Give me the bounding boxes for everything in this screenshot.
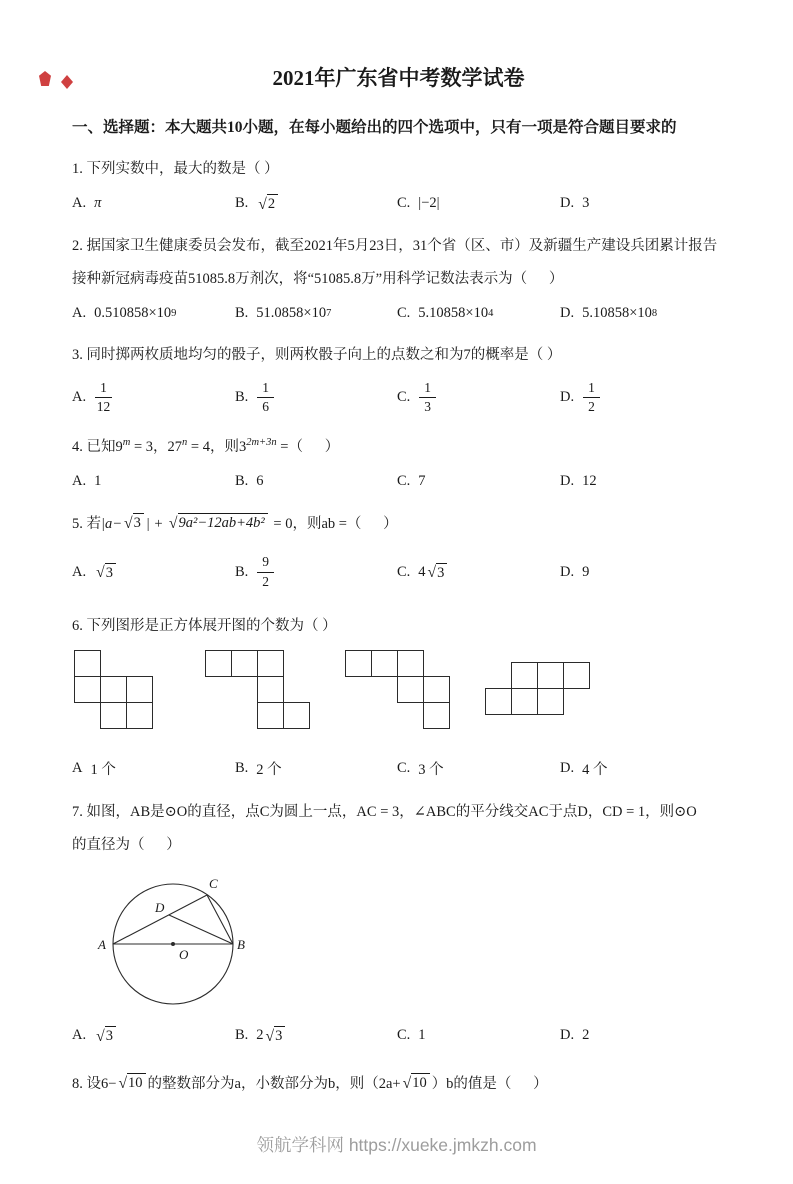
- question-7-options: [72, 1024, 725, 1048]
- option-C: [397, 758, 560, 779]
- option-label: D.: [560, 195, 575, 212]
- question-6-stem: 6. 下列图形是正方体展开图的个数为（ ）: [72, 617, 337, 634]
- radicand: √ 9a²−12ab+4b²: [178, 513, 268, 532]
- option-D: [560, 758, 725, 779]
- radicand: √ 10: [411, 1073, 430, 1092]
- option-D: [560, 378, 725, 417]
- option-label: D.: [560, 388, 575, 405]
- option-label: A.: [72, 563, 87, 580]
- option-value: $\frac{1}{12}$: [96, 379, 111, 414]
- option-value: 4 √ 3: [418, 563, 449, 582]
- label-B: B: [237, 936, 245, 952]
- net-cell: [371, 650, 398, 677]
- stem-line: 接种新冠病毒疫苗51085.8万剂次，将“51085.8万”用科学记数法表示为（ ）: [72, 270, 564, 287]
- option-label: A.: [72, 195, 87, 212]
- option-B: [235, 378, 397, 417]
- question-6-figures: [74, 650, 725, 746]
- option-label: A: [72, 759, 83, 776]
- option-value: 0.510858×10 9: [94, 304, 177, 321]
- option-label: C.: [397, 759, 411, 776]
- option-value: 1 个: [90, 761, 116, 778]
- option-D: [560, 564, 725, 581]
- option-value: [256, 194, 280, 213]
- question-7-stem: [72, 796, 725, 861]
- option-label: B.: [235, 304, 249, 321]
- option-value: [94, 563, 118, 582]
- option-value: 12: [582, 473, 597, 490]
- question-4-stem: [72, 431, 725, 464]
- option-C: [397, 563, 560, 582]
- exam-page: [0, 62, 793, 1100]
- option-value: 4 个: [582, 761, 608, 778]
- net-cell: [283, 702, 310, 729]
- stem-text: = 3，27: [130, 439, 183, 456]
- net-cell: [397, 676, 424, 703]
- net-cell: [74, 650, 101, 677]
- radical: √ 2: [258, 194, 278, 213]
- radical: [124, 513, 144, 532]
- radical: √ 3: [428, 563, 448, 582]
- option-value: 1: [94, 473, 102, 490]
- option-B: [235, 194, 397, 213]
- option-value: $\frac{1}{6}$: [256, 378, 275, 417]
- question-4-options: [72, 470, 725, 494]
- option-label: C.: [397, 195, 411, 212]
- option-label: C.: [397, 1027, 411, 1044]
- option-C: [397, 473, 560, 490]
- exponent: 2m+3n: [246, 437, 277, 449]
- option-B: [235, 758, 397, 779]
- option-label: B.: [235, 759, 249, 776]
- option-D: [560, 195, 725, 212]
- option-A: [72, 473, 235, 490]
- question-1-stem: 1. 下列实数中，最大的数是（ ）: [72, 161, 279, 178]
- option-A: [72, 195, 235, 212]
- option-label: D.: [560, 473, 575, 490]
- net-cell: [511, 662, 538, 689]
- bisector-BD: [169, 915, 233, 944]
- option-label: A.: [72, 304, 87, 321]
- label-C: C: [209, 875, 218, 891]
- stem-text: 5. 若: [72, 515, 101, 532]
- option-label: A.: [72, 388, 87, 405]
- stem-text: 4. 已知9: [72, 439, 123, 456]
- option-B: [235, 552, 397, 591]
- option-value: $\frac{1}{2}$: [582, 378, 601, 417]
- radical: [169, 513, 268, 532]
- net-cell: [126, 676, 153, 703]
- question-5-options: [72, 552, 725, 591]
- net-cell: [100, 676, 127, 703]
- page-title: 2021年广东省中考数学试卷: [272, 66, 525, 90]
- option-label: C.: [397, 388, 411, 405]
- stem-text: |a−: [101, 515, 123, 532]
- radical: √ 3: [96, 1026, 116, 1045]
- option-A: [72, 563, 235, 582]
- stem-text: = 4，则3: [187, 439, 247, 456]
- label-O: O: [179, 946, 189, 962]
- option-value: 5.10858×10 8: [582, 304, 658, 321]
- net-cell: [423, 702, 450, 729]
- stem-line: 2. 据国家卫生健康委员会发布，截至2021年5月23日，31个省（区、市）及新疆生产建设兵团累计报告: [72, 237, 718, 254]
- radicand: √ 3: [133, 513, 144, 532]
- option-value: [94, 1026, 118, 1045]
- option-value: 2 √ 3: [256, 1026, 287, 1045]
- option-label: A.: [72, 1027, 87, 1044]
- option-value: 7: [418, 473, 426, 490]
- option-B: [235, 305, 397, 322]
- question-2-options: [72, 301, 725, 325]
- option-C: [397, 305, 560, 322]
- stem-text: = 0，则ab =（ ）: [269, 515, 398, 532]
- exponent: n: [182, 437, 188, 449]
- option-label: B.: [235, 563, 249, 580]
- stem-text: =（ ）: [276, 439, 340, 456]
- net-cell: [257, 702, 284, 729]
- section-header: 一、选择题：本大题共10小题，在每小题给出的四个选项中，只有一项是符合题目要求的: [72, 119, 677, 136]
- question-5-stem: [72, 508, 725, 541]
- radical: [118, 1073, 145, 1092]
- option-label: D.: [560, 759, 575, 776]
- radical: √ 3: [266, 1026, 286, 1045]
- option-value: 2 个: [256, 761, 282, 778]
- net-cell: [205, 650, 232, 677]
- option-value: 1: [418, 1027, 426, 1044]
- option-label: B.: [235, 473, 249, 490]
- net-cell: [537, 662, 564, 689]
- net-cell: [397, 650, 424, 677]
- option-value: 2: [582, 1027, 590, 1044]
- net-cell: [511, 688, 538, 715]
- question-2-stem: [72, 230, 725, 295]
- question-3-options: [72, 378, 725, 417]
- net-cell: [537, 688, 564, 715]
- option-A: [72, 305, 235, 322]
- option-C: [397, 195, 560, 212]
- option-label: C.: [397, 563, 411, 580]
- net-cell: [345, 650, 372, 677]
- radicand: √ 10: [127, 1073, 146, 1092]
- question-7-figure: [78, 864, 725, 1016]
- option-C: [397, 378, 560, 417]
- radical: √ 3: [96, 563, 116, 582]
- option-value: $\frac{1}{3}$: [418, 378, 437, 417]
- option-C: [397, 1027, 560, 1044]
- net-cell: [74, 676, 101, 703]
- option-value: π: [94, 195, 102, 212]
- option-label: C.: [397, 304, 411, 321]
- option-A: [72, 1026, 235, 1045]
- option-value: $\frac{9}{2}$: [256, 552, 275, 591]
- exponent: m: [122, 437, 131, 449]
- label-A: A: [98, 936, 106, 952]
- net-cell: [563, 662, 590, 689]
- radical: [403, 1073, 430, 1092]
- option-A: [72, 378, 235, 417]
- center-point: [171, 942, 175, 946]
- stem-text: 的整数部分为a，小数部分为b，则（2a+: [147, 1075, 401, 1092]
- option-D: [560, 305, 725, 322]
- stem-line: 的直径为（ ）: [72, 837, 181, 853]
- net-cell: [231, 650, 258, 677]
- question-1-options: [72, 192, 725, 216]
- option-label: C.: [397, 473, 411, 490]
- option-D: [560, 473, 725, 490]
- stem-text: ）b的值是（ ）: [431, 1075, 548, 1092]
- stem-line: 7. 如图，AB是⊙O的直径，点C为圆上一点，AC = 3，∠ABC的平分线交AC于点D，CD = 1，则⊙O: [72, 804, 697, 821]
- question-8-stem: [72, 1068, 725, 1101]
- label-D: D: [155, 899, 165, 915]
- option-label: B.: [235, 1027, 249, 1044]
- option-B: [235, 1026, 397, 1045]
- net-cell: [126, 702, 153, 729]
- option-label: B.: [235, 195, 249, 212]
- option-label: D.: [560, 563, 575, 580]
- option-D: [560, 1027, 725, 1044]
- option-value: |−2|: [418, 195, 440, 212]
- option-value: 3 个: [418, 761, 444, 778]
- chord-CB: [207, 895, 233, 944]
- stem-text: | +: [145, 515, 167, 532]
- net-cell: [100, 702, 127, 729]
- net-cell: [257, 650, 284, 677]
- net-cell: [485, 688, 512, 715]
- question-3-stem: 3. 同时掷两枚质地均匀的骰子，则两枚骰子向上的点数之和为7的概率是（ ）: [72, 347, 562, 364]
- option-label: D.: [560, 1027, 575, 1044]
- net-cell: [257, 676, 284, 703]
- net-cell: [423, 676, 450, 703]
- stem-text: 8. 设6−: [72, 1075, 117, 1092]
- circle-diagram: [78, 864, 338, 1014]
- option-value: 5.10858×10 4: [418, 304, 494, 321]
- option-value: 9: [582, 563, 590, 580]
- option-B: [235, 473, 397, 490]
- option-A: [72, 758, 235, 779]
- option-label: B.: [235, 388, 249, 405]
- option-value: 3: [582, 195, 590, 212]
- watermark: 领航学科网 https://xueke.jmkzh.com: [256, 1135, 537, 1155]
- option-label: D.: [560, 304, 575, 321]
- option-value: 51.0858×10 7: [256, 304, 332, 321]
- option-label: A.: [72, 473, 87, 490]
- question-6-options: [72, 756, 725, 780]
- option-value: 6: [256, 473, 264, 490]
